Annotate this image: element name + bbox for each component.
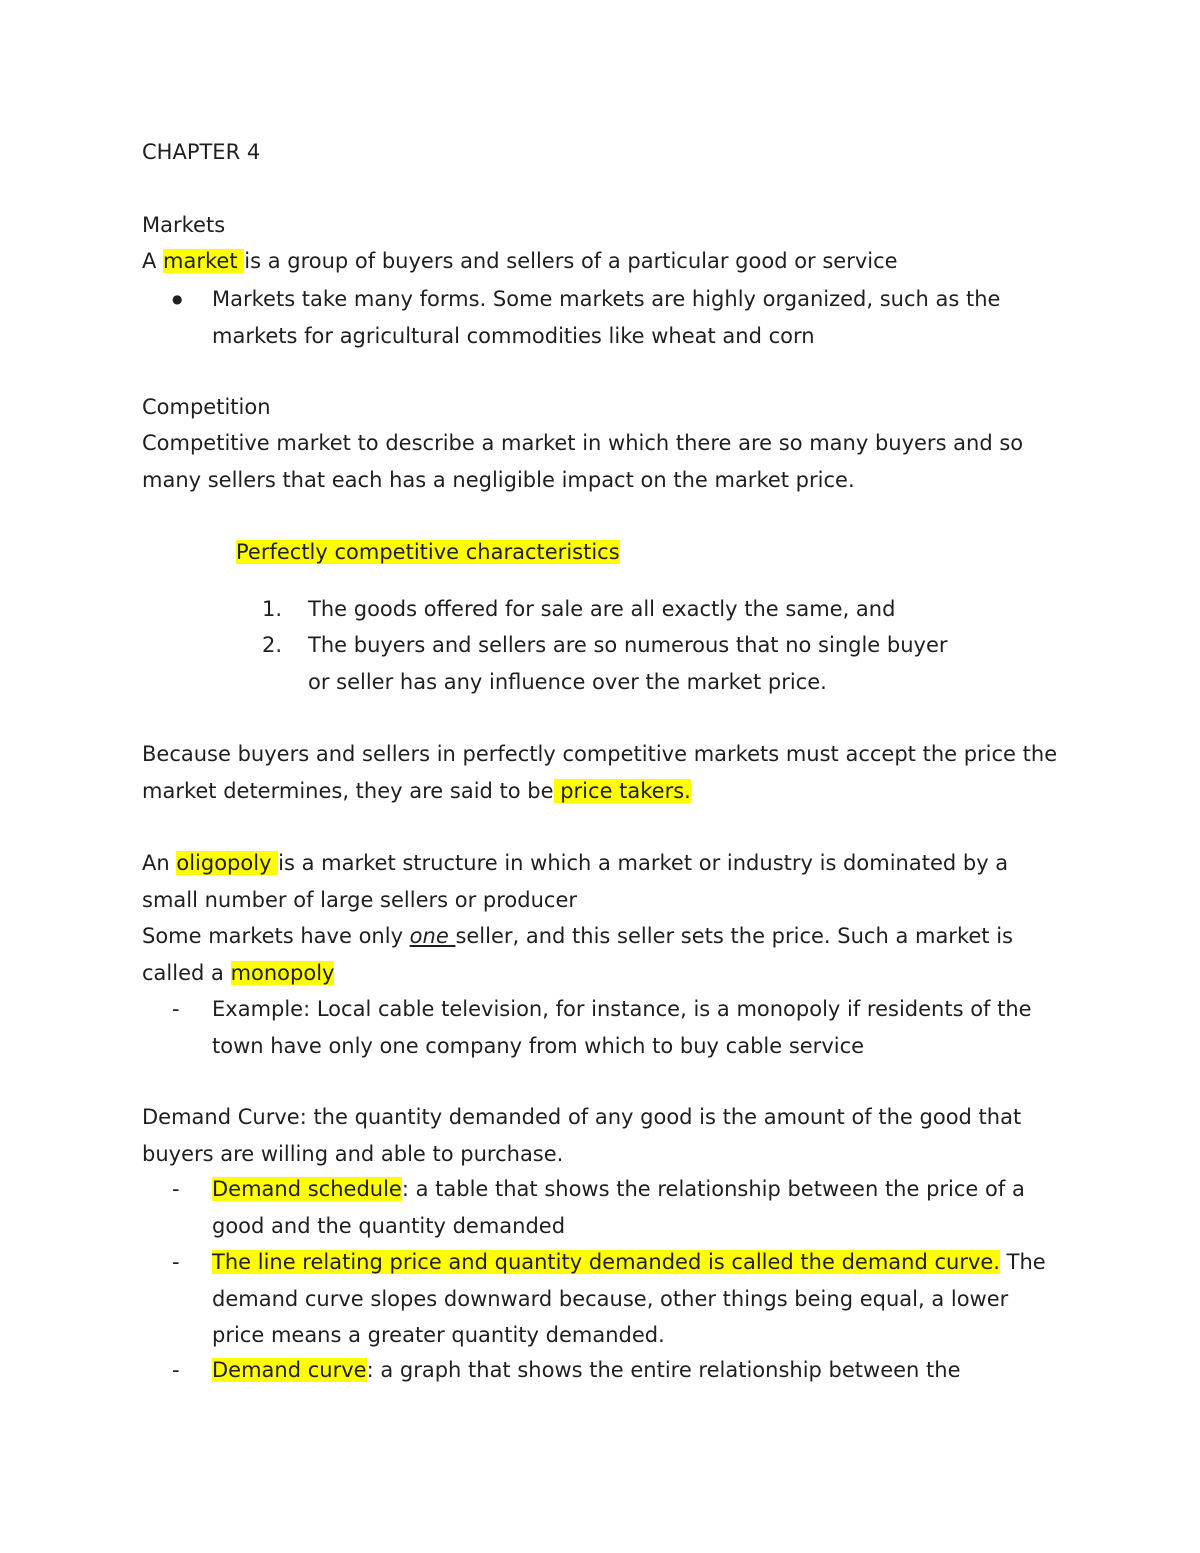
demand-heading: Demand Curve — [142, 1105, 300, 1129]
price-takers-term: price takers. — [553, 778, 691, 803]
bullet-marker: ● — [172, 292, 183, 306]
list-item: The buyers and sellers are so numerous that no single buyer or seller has any influence over the market price. — [308, 633, 948, 694]
dash-marker: - — [172, 1177, 180, 1201]
competition-heading: Competition — [142, 395, 271, 419]
demand-item-1: Demand schedule: a table that shows the relationship between the price of a good and the quantity demanded — [212, 1177, 1025, 1238]
demand-item-3: Demand curve: a graph that shows the entire relationship between the — [212, 1358, 961, 1382]
monopoly-term: monopoly — [230, 960, 335, 985]
one-underlined: one — [409, 924, 456, 948]
monopoly-paragraph: Some markets have only one seller, and this seller sets the price. Such a market is called a monopoly — [142, 924, 1013, 985]
demand-paragraph: Demand Curve: the quantity demanded of any good is the amount of the good that buyers are willing and able to purchase. — [142, 1105, 1022, 1166]
dash-marker: - — [172, 1358, 180, 1382]
market-definition: A market is a group of buyers and sellers of a particular good or service — [142, 249, 898, 273]
monopoly-example: Example: Local cable television, for instance, is a monopoly if residents of the town have only one company from which to buy cable service — [212, 997, 1032, 1058]
demand-item-2: The line relating price and quantity demanded is called the demand curve. The demand curve slopes downward because, other things being equal, a lower price means a greater quantity demanded. — [212, 1250, 1046, 1347]
dash-marker: - — [172, 997, 180, 1021]
dash-marker: - — [172, 1250, 180, 1274]
oligopoly-paragraph: An oligopoly is a market structure in which a market or industry is dominated by a small number of large sellers or producer — [142, 851, 1009, 912]
markets-heading: Markets — [142, 213, 226, 237]
market-term: market — [163, 249, 245, 273]
list-item: The goods offered for sale are all exactly the same, and — [308, 597, 896, 621]
price-takers-paragraph: Because buyers and sellers in perfectly competitive markets must accept the price the market determines, they are said to be price takers. — [142, 742, 1058, 803]
markets-bullet: Markets take many forms. Some markets are highly organized, such as the markets for agricultural commodities like wheat and corn — [212, 287, 1001, 348]
chapter-title: CHAPTER 4 — [142, 140, 261, 164]
list-number: 1. — [262, 597, 283, 621]
competition-text: Competitive market to describe a market in which there are so many buyers and so many sellers that each has a negligible impact on the market price. — [142, 431, 1024, 492]
perfect-heading: Perfectly competitive characteristics — [236, 540, 620, 564]
oligopoly-term: oligopoly — [176, 851, 279, 875]
list-number: 2. — [262, 633, 283, 657]
